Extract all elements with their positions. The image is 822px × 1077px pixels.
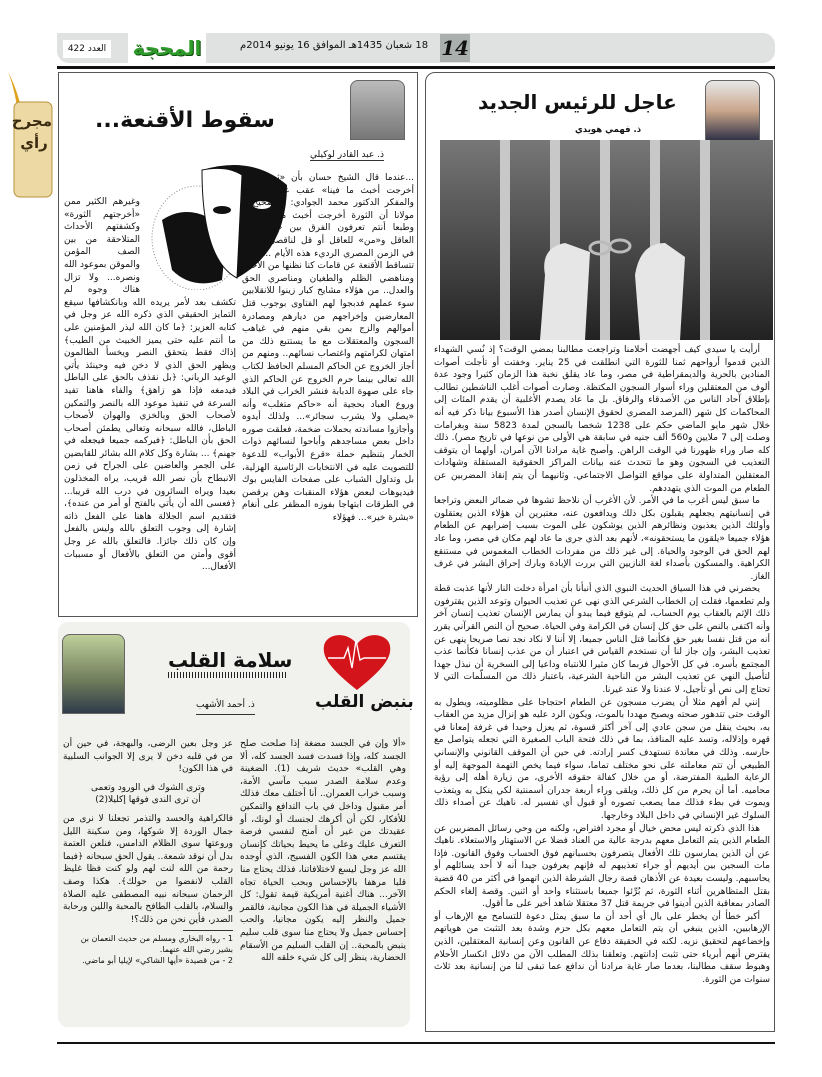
article-author: ذ. عبد القادر لوكيلي — [310, 150, 385, 160]
issue-date: 18 شعبان 1435هـ الموافق 16 يونيو 2014م — [240, 40, 429, 51]
footnote-divider — [183, 930, 233, 931]
breaking-chains-image — [440, 140, 773, 340]
page-number: 14 — [441, 36, 469, 60]
footnote: 2 - من قصيدة «أيها الشاكي» لإيليا أبو ماضي. — [82, 956, 233, 966]
footer-divider — [57, 1042, 775, 1044]
opinion-badge — [0, 72, 56, 202]
badge-line-2: رأي — [20, 134, 48, 152]
newspaper-logo: المحجة — [128, 33, 206, 63]
article-heart-text-right: «ألا وإن في الجسد مضغة إذا صلحت صلح الجسد كله، وإذا فسدت فسد الجسد كله، ألا وهي القلب» حديث شريف (1). الضغينة وعدم سلامة الصدر سبب مآسي الأمة، وسبب خراب العمران.. أنا أختلف معك فذلك أمر مقبول وداخل في باب التدافع والتمكين للأفكار، لكن أن أكرهك لجنسك أو لونك، أو عقيدتك من غير أن أمنح لنفسي فرصة التعرف عليك وعلى ما يحيط بحياتك كإنسان يقتسم معي هذا الكون الفسيح، الذي أوجده الله عز وجل ليسع لاختلافاتنا، فذلك يحتاج منا قلبا مرهفا بالإحساس وبحب الحياة تجاه الآخر... هناك أغنية أمريكية قيمة تقول: كل الأشياء الجميلة في هذا الكون مجانية، فالقمر جميل والنظر إليه يكون مجانيا، والحب إحساس جميل ولا يحتاج منا سوى قلب سليم ينبض بالمحبة.. إن القلب السليم من الأسقام الحضارية، ينظر إلى كل شيء خلقه الله — [240, 739, 406, 964]
article-title: سلامة القلب — [168, 648, 293, 672]
section-label: بنبض القلب — [315, 692, 414, 712]
header-divider — [57, 66, 775, 69]
footnote: 1 - رواه البخاري ومسلم من حديث النعمان بن بشير رضي الله عنهما. — [80, 934, 233, 955]
article-author: ذ. أحمد الأشهب — [196, 700, 255, 715]
article-title: عاجل للرئيس الجديد — [478, 90, 677, 114]
paragraph: عز وجل بعين الرضى، والبهجة، في حين أن من في قلبه دخن لا يرى إلا الجوانب السلبية في هذا الكون! — [63, 739, 233, 775]
article-masks-text-left: وغيرهم الكثير ممن «أخرجتهم الثورة» وكشفتهم الأحداث المتلاحقة من بين الصف المؤمن والموقن بموعود الله ونصره... ولا تزال هناك وجوه لم تكشف بعد لأمر يريده الله وبانكشافها سيقع التمايز الحقيقي الذي ذكره الله عز وجل في كتابه العزيز: ﴿ما كان الله ليذر المؤمنين على ما أنتم عليه حتى يميز الخبيث من الطيب﴾ إذاك فقط يتحقق النصر ويخسأ الظالمون ويظهر الحق الذي لا دخن فيه وحينئذ يأتي الوعيد الرباني: ﴿بل نقذف بالحق على الباطل فيدمغه فإذا هو زاهق﴾ والفاء هاهنا تفيد السرعة في تنفيذ موعود الله بالنصر والتمكين لأصحاب الحق وبالخزي والهوان لأصحاب الباطل، فالله سبحانه وتعالى يطمئن أصحاب الحق بأن الباطل: ﴿فيركمه جميعا فيجعله في جهنم﴾ ... بشارة وكل كلام الله بشائر للقابضين على الجمر والعاضين على الجراح في زمن الانبطاح بأن نصر الله قريب، يراه المخذلون بعيدا ويراه السائرون في درب الله قريبا... ﴿فعسى الله أن يأتي بالفتح أو أمر من عنده﴾، فتقديم اسم الجلالة هاهنا على الفعل ذاته إشارة إلى وجوب التعلق بالله وليس بالفعل وإن كان ذلك جائزا. فالتعلق بالله عز وجل أقوى وأمتن من التعلق بالأفعال أو مسببات الأفعال... — [64, 197, 236, 573]
heart-pulse-icon — [322, 630, 392, 692]
paragraph: فالكراهية والحسد والتذمر تجعلنا لا نرى من جمال الوردة إلا شوكها، ومن سكينة الليل وروعتها سوى الظلام الدامس، فنلعن العتمة بدل أن نوقد شمعة.. يقول الحق سبحانه ﴿فبما رحمة من الله لنت لهم ولو كنت فظا غليظ القلب لانفضوا من حولك﴾. هكذا وصف الرحمان سبحانه نبيه المصطفى عليه الصلاة والسلام، بالقلب الطافح بالمحبة واللين ورحابة الصدر، فأين نحن من ذلك؟! — [63, 813, 233, 925]
article-main-text — [434, 344, 770, 986]
paragraph: يحضرني في هذا السياق الحديث النبوي الذي أنبأنا بأن امرأة دخلت النار لأنها عذبت قطة ولم تطعمها، فقلت إن الخطاب الشرعي الذي نهى عن تعذيب الحيوان وتوعد الذين يقترفون ذلك الإثم بالعقاب يوم الحساب، لم يتوقع فيما يبدو أن يمارس الإنسان تعذيب إنسان آخر وأنه اكتفى بالنص على حق كل إنسان في الكرامة وفي الحياة. صحيح أن النص القرآني يقرر أنه من قتل نفسا بغير حق فكأنما قتل الناس جميعا، إلا أننا لا نكاد نجد نصا صريحا ينهى عن تعذيب البشر، وإن جاز لنا أن نستخدم القياس في اعتبار أن من عذب إنسانا فكأنما عذب المجتمع بأسره. في كل الأحوال فربما كان مثيرا للانتباه وداعيا إلى السخرية أن نبذل جهدا لتأصيل النهي عن تعذيب البشر من الناحية الشرعية، باعتبار ذلك من المسلّمات التي لا تحتاج إلى نص أو تأجيل، لا عندنا ولا عند غيرنا. — [434, 584, 770, 696]
article-author: ذ. فهمي هويدي — [575, 125, 642, 135]
verse-line: أن ترى الندى فوقها إكليلا(2) — [95, 795, 201, 806]
issue-number: العدد 422 — [63, 40, 111, 58]
article-masks-text-left-wrap — [64, 196, 236, 574]
paragraph: إنني لم أفهم مثلا أن يضرب مسجون عن الطعام احتجاجا على مظلوميته، ويطول به الوقت حتى تتدهور صحته ويصبح مهددا بالموت، ويكون الرد عليه هو إنزال مزيد من العقاب به، بحيث ينقل من سجن عادي إلى آخر أكثر قسوة، ثم يعزل وحيدا في غرفة إمعانا في قهره وإذلاله، وتسد عليه المنافذ، بما في ذلك فتحة الباب الصغيرة التي تجعله يتواصل مع حارسه. وذلك في معاندة تستهدف كسر إرادته. في حين أن الموقف القانوني والإنساني الطبيعي أن تتم معاملته على نحو مختلف تماما، سواء فيما يخص التهمة الموجهة إليه أو الرعاية الطبية المفترضة، أو من خلال كفالة حقوقه الأخرى، من زيارة أهله إلى رؤية محاميه. أما أن يحرم من كل ذلك، ويلقى وراء أربعة جدران أسمنتية لكي ينكل به ويتعذب ويموت في بطء فذلك مما يصعب تصوره أو قبول أي تفسير له. ناهيك عن أصداء ذلك السلوك غير الإنساني في داخل البلاد وخارجها. — [434, 697, 770, 821]
title-underline — [168, 672, 286, 678]
article-title: سقوط الأقنعة... — [95, 108, 275, 133]
mask-wrap-spacer — [140, 196, 236, 288]
author-photo — [705, 80, 760, 142]
article-masks-text-right: ...عندما قال الشيخ حسان بأن «ثورة يناير أخرجت أخبث ما فينا» عقب عليه المؤرخ والمفكر الدكتور محمد الجوادي: «الصحيح يا مولانا أن الثورة أخرجت أخبث من فينا»... وطبعا أنتم تعرفون الفرق بين «ما» لغير العاقل و«من» للعاقل أو قل لناقصي العقل في الزمن المصري الرديء هذه الأيام ... حيث تتساقط الأقنعة عن قامات كنا نظنها من الأخيار ومناهضي الظلم والطغيان ومناصري الحق والعدل.. من هؤلاء مشايخ كبار زينوا للانقلابين سوء عملهم فدبجوا لهم الفتاوى بوجوب قتل المعارضين وإخراجهم من ديارهم ومصادرة أموالهم والزج بمن بقي منهم في غياهب السجون والمعتقلات مع ما يستتبع ذلك من امتهان لكرامتهم واغتصاب نسائهم.. ومنهم من أجاز الخروج عن الحاكم المسلم الحافظ لكتاب الله تعالى بينما حرم الخروج عن الحاكم الذي جاء على صهوة الدبابة فنشر الخراب في البلاد وروع العباد بحجية أنه «حاكم متغلب» وأنه «يصلي ولا يشرب سجائر»... ولذلك أيدوه وأجازوا مساندته بحملات ضخمة، فعلقت صوره داخل بعض مساجدهم وأباحوا لنسائهم ذوات الخمار بتنظيم حملة «قرع الأبواب» للدعوة للتصويت عليه في الانتخابات الرئاسية الهزلية، بل وتداول الشباب على صفحات الفايس بوك فيديوهات لبعض هؤلاء المنقبات وهن يرقصن في الطرقات ابتهاجا بفوزه المظفر على أنغام «بشرة خير»... فهؤلاء — [242, 173, 414, 524]
author-photo — [350, 80, 405, 140]
paragraph: هذا الذي ذكرته ليس محض خيال أو مجرد افتراض، ولكنه من وحي رسائل المضربين عن الطعام الذين يتم التعامل معهم بدرجة عالية من العناد فضلا عن الاستهتار والاستعلاء. ناهيك عن أن الذين يمارسون تلك الأفعال يتصرفون بحسبانهم فوق الحساب وفوق القانون. فإذا مات السجين بين أيديهم أو جراء تعذيبهم له فإنهم يعرفون جيدا أنه لا أحد يسائلهم أو يحاسبهم. وليست بعيدة عن الأذهان قصة رجال الشرطة الذين اتهموا في أكثر من 40 قضية بقتل المتظاهرين أثناء الثورة، ثم بُرِّئوا جميعا باستثناء واحد أو اثنين. وقصة إلغاء الحكم الصادر بمعاقبة الذين أدينوا في جريمة قتل 37 معتقلا شاهد أخير على ما أقول. — [434, 823, 770, 910]
badge-line-1: مجرح — [11, 112, 52, 130]
article-heart-text-left — [63, 738, 233, 966]
paragraph: ما سبق ليس أغرب ما في الأمر. لأن الأغرب أن نلاحظ تشوها في ضمائر البعض وتراجعا في إنسانيتهم يجعلهم يقبلون بكل ذلك ويدافعون عنه، معتبرين أن هؤلاء الذين يعتقلون وأولئك الذين يعذبون ونظائرهم الذين يوشكون على الموت بسبب إضرابهم عن الطعام هؤلاء جميعا «يلقون ما يستحقونه»، لأنهم بعد الذي جرى ما عاد لهم مكان في مصر، وما عاد لهم الحق في الوجود والحياة. إلى غير ذلك من مفردات الخطاب المغموس في مستنقع الكراهية. والمسكون بأصداء لغة النازيين التي بررت الإبادة وبارك إحراق البشر في غرف الغاز. — [434, 496, 770, 582]
paragraph: أكبر خطأ أن يخطر على بال أي أحد أن ما سبق يمثل دعوة للتسامح مع الإرهاب أو الإرهابيين، الذين ينبغي أن يتم التعامل معهم بكل حزم وشدة بعد التثبت من هوياتهم وإخضاعهم لتحقيق نزيه. لكنه في الحقيقة دفاع عن القانون وعن إنسانية المعتقلين، الذين يفترض أنهم أبرياء حتى تثبت إدانتهم. وتعلقنا بذلك المطلب الآن من دلائل انكسار الأحلام وهبوط سقف مطالبنا، بعدما صار غاية مرادنا أن ندافع عما تبقى لنا من إنسانية بعد ثلاث سنوات من الثورة. — [434, 911, 770, 985]
paragraph: أرأيت يا سيدي كيف أجهضت أحلامنا وتراجعت مطالبنا بمضي الوقت؟ إذ نُسي الشهداء الذين قدموا أرواحهم ثمنا للثورة التي انطلقت في 25 يناير. وخفتت أو تأجلت أصوات المنادين بالحرية والديمقراطية في مصر، وما عاد يقلق نخبة هذا الزمان كثيرا وجود عدة ألوف من المعتقلين وراء أسوار السجون المكتظة. وصارت أصوات أغلب الناشطين تطالب بإطلاق آحاد الناس من الأصدقاء والرفاق. بل ما عاد يصدم الأغلبية أن يقدم المئات إلى المحاكمات كل شهر (المرصد المصري لحقوق الإنسان أصدر هذا الأسبوع بيانا ذكر فيه أنه خلال شهر مايو الماضي حكم على 1238 شخصا بالسجن لمدة 5823 سنة وبغرامات وصلت إلى 7 ملايين و560 ألف جنيه في سابقة هي الأولى من نوعها في تاريخ مصر). ذلك كله صار وراء ظهورنا في الوقت الراهن. وأصبح غاية مرادنا الآن أمران، أولهما أن يتوقف التعذيب في السجون وهو ما تتحدث عنه بيانات المراكز الحقوقية المستقلة وشهادات المعتقلين المتداولة على مواقع التواصل الاجتماعي. وثانيهما أن يتم إنقاذ المضربين عن الطعام من الموت الذي يتهددهم. — [434, 345, 771, 494]
verse-line: وترى الشوك في الورود وتعمى — [91, 782, 205, 793]
author-photo — [62, 634, 125, 714]
